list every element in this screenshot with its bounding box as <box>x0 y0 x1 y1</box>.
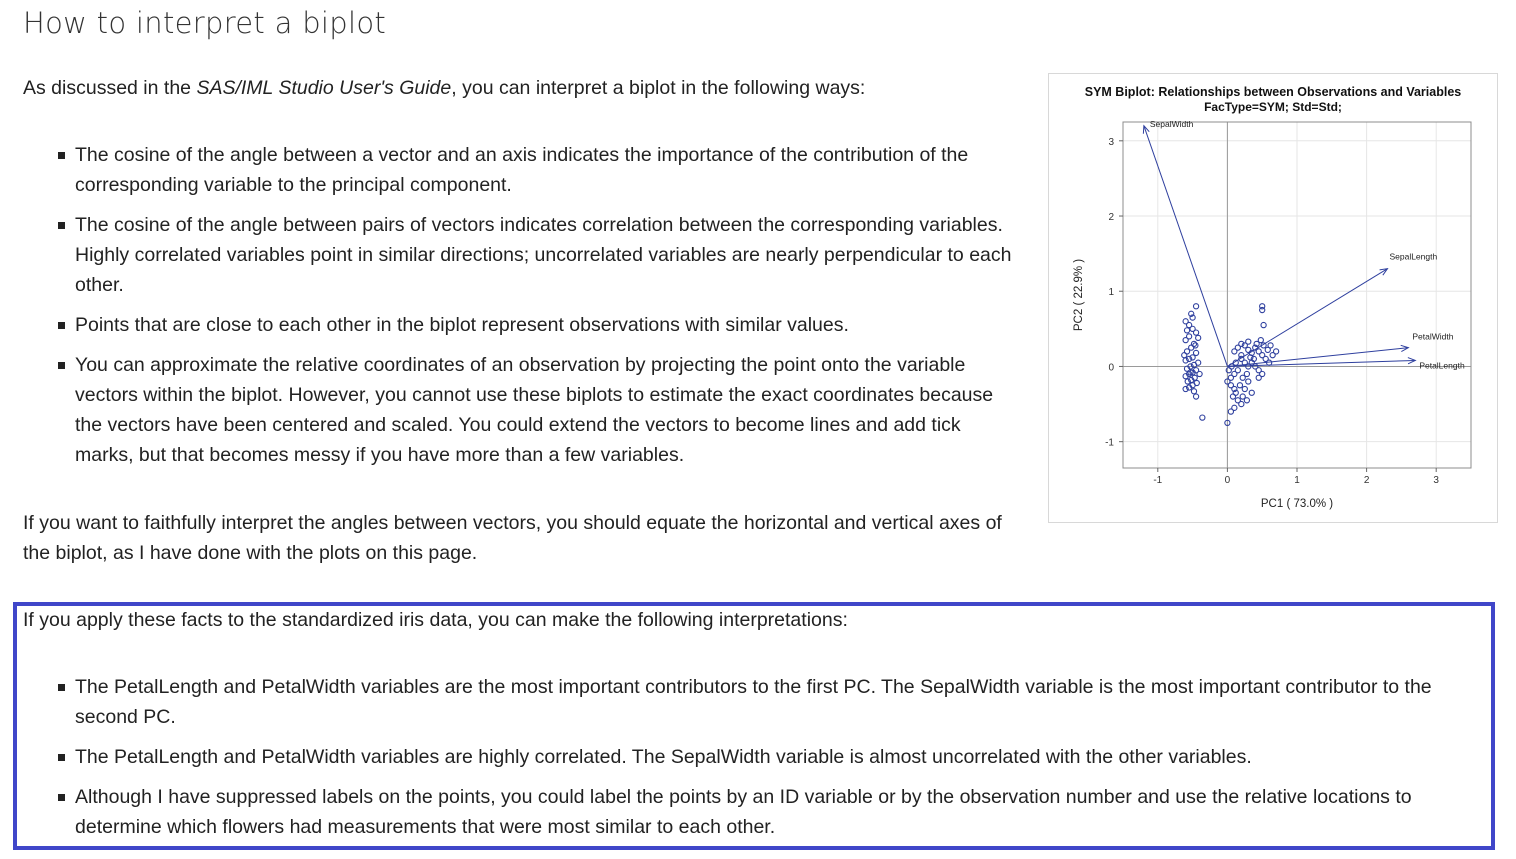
observation-point <box>1193 304 1198 309</box>
interpretations-list <box>23 672 1483 852</box>
page-title: How to interpret a biplot <box>23 6 387 40</box>
observation-point <box>1246 347 1251 352</box>
observation-point <box>1240 394 1245 399</box>
users-guide-title: SAS/IML Studio User's Guide <box>196 77 452 99</box>
intro-text-end: , you can interpret a biplot in the following ways: <box>451 77 866 99</box>
observation-point <box>1196 335 1201 340</box>
list-item <box>23 672 1483 732</box>
vector-arrowhead <box>1380 269 1388 275</box>
vector-label: PetalWidth <box>1412 331 1454 342</box>
observation-point <box>1274 349 1279 354</box>
interpretation-ways-list <box>23 140 1023 480</box>
list-item <box>23 210 1023 300</box>
observation-point <box>1193 350 1198 355</box>
bullet-icon <box>58 152 65 159</box>
x-tick-label: 2 <box>1363 475 1370 486</box>
x-axis-label: PC1 ( 73.0% ) <box>1260 498 1334 510</box>
observation-point <box>1228 409 1233 414</box>
y-tick-label: -1 <box>1105 437 1114 449</box>
intro-paragraph <box>23 73 1023 103</box>
observation-point <box>1260 371 1265 376</box>
variable-vector <box>1144 126 1228 367</box>
observation-point <box>1197 371 1202 376</box>
observation-point <box>1240 375 1245 380</box>
biplot-figure <box>1048 73 1498 523</box>
chart-title: SYM Biplot: Relationships between Observations and Variables <box>1084 85 1462 99</box>
observation-point <box>1182 353 1187 358</box>
x-tick-label: 0 <box>1224 475 1231 486</box>
observation-point <box>1193 330 1198 335</box>
vector-label: PetalLength <box>1419 360 1465 371</box>
list-item-text: The cosine of the angle between a vector and an axis indicates the importance of the contribution of the corresponding variable to the principal component. <box>75 144 969 196</box>
observation-point <box>1200 415 1205 420</box>
y-tick-label: 0 <box>1108 362 1114 374</box>
y-axis-label: PC2 ( 22.9% ) <box>1073 258 1085 332</box>
vector-label: SepalWidth <box>1149 118 1194 129</box>
list-item-text: Points that are close to each other in the biplot represent observations with similar values. <box>75 314 849 336</box>
observation-point <box>1246 339 1251 344</box>
observation-point <box>1191 389 1196 394</box>
observation-point <box>1183 338 1188 343</box>
bullet-icon <box>58 222 65 229</box>
bullet-icon <box>58 754 65 761</box>
observation-point <box>1230 394 1235 399</box>
list-item-text: You can approximate the relative coordinates of an observation by projecting the point onto the variable vectors within the biplot. However, you cannot use these biplots to estimate the exact coordinates because the vectors have been centered and scaled. You could extend the vectors to become lines and add tick marks, but that becomes messy if you have more than a few variables. <box>75 354 994 466</box>
bullet-icon <box>58 362 65 369</box>
list-item-text: The PetalLength and PetalWidth variables are the most important contributors to the first PC. The SepalWidth variable is the most important contributor to the second PC. <box>75 676 1432 728</box>
y-tick-label: 2 <box>1108 212 1114 224</box>
faithful-paragraph: If you want to faithfully interpret the angles between vectors, you should equate the horizontal and vertical axes of the biplot, as I have done with the plots on this page. <box>23 512 1002 564</box>
y-tick-label: 1 <box>1108 287 1114 299</box>
x-tick-label: 3 <box>1433 475 1439 486</box>
observation-point <box>1193 343 1198 348</box>
list-item <box>23 310 1023 340</box>
apply-intro-paragraph: If you apply these facts to the standardized iris data, you can make the following interpretations: <box>23 609 848 631</box>
biplot-chart <box>1049 74 1497 522</box>
x-tick-label: 1 <box>1294 475 1300 486</box>
bullet-icon <box>58 794 65 801</box>
observation-point <box>1268 343 1273 348</box>
observation-point <box>1239 401 1244 406</box>
list-item <box>23 782 1483 842</box>
list-item-text: The PetalLength and PetalWidth variables are highly correlated. The SepalWidth variable is almost uncorrelated with the other variables. <box>75 746 1252 768</box>
observation-point <box>1184 328 1189 333</box>
list-item-text: Although I have suppressed labels on the points, you could label the points by an ID variable or by the observation number and use the relative locations to determine which flowers had measurements that were most similar to each other. <box>75 786 1412 838</box>
variable-vector <box>1227 269 1387 367</box>
chart-subtitle: FacType=SYM; Std=Std; <box>1204 100 1342 114</box>
x-tick-label: -1 <box>1153 475 1163 486</box>
observation-point <box>1242 386 1247 391</box>
bullet-icon <box>58 322 65 329</box>
list-item-text: The cosine of the angle between pairs of vectors indicates correlation between the corresponding variables. Highly correlated variables point in similar directions; uncorrelated variables are nearly perpendicular to each other. <box>75 214 1012 296</box>
observation-point <box>1260 304 1265 309</box>
observation-point <box>1237 383 1242 388</box>
list-item <box>23 140 1023 200</box>
observation-point <box>1246 379 1251 384</box>
observation-point <box>1261 322 1266 327</box>
bullet-icon <box>58 684 65 691</box>
vector-label: SepalLength <box>1389 251 1438 262</box>
y-tick-label: 3 <box>1108 136 1114 148</box>
list-item <box>23 742 1483 772</box>
observation-point <box>1258 338 1263 343</box>
observation-point <box>1193 394 1198 399</box>
observation-point <box>1183 319 1188 324</box>
intro-text-start: As discussed in the <box>23 77 197 99</box>
list-item <box>23 350 1023 470</box>
observation-point <box>1249 390 1254 395</box>
